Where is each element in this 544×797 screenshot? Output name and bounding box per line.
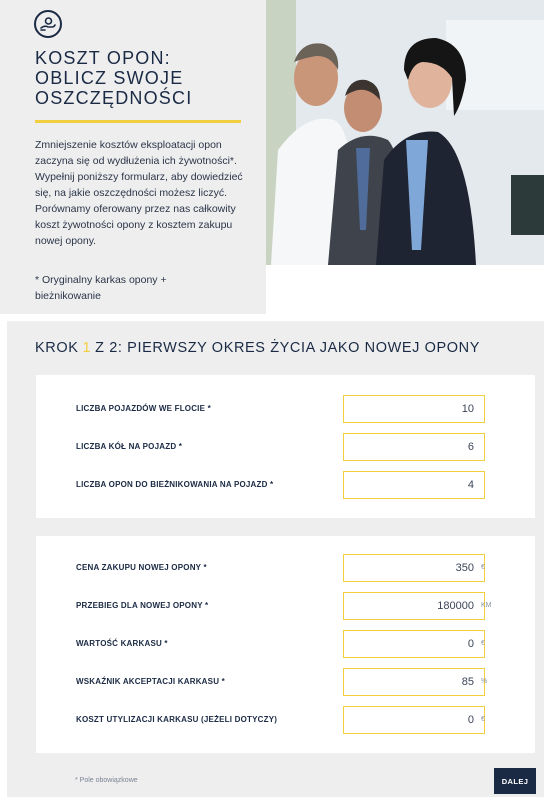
intro-footnote: * Oryginalny karkas opony + bieżnikowanie — [35, 274, 167, 302]
next-button[interactable]: DALEJ — [494, 768, 536, 794]
page-title — [35, 48, 255, 108]
field-label: WARTOŚĆ KARKASU * — [76, 639, 168, 648]
cost-card — [36, 536, 535, 753]
casing-disposal-cost-input[interactable] — [343, 706, 485, 734]
field-unit: € — [481, 640, 485, 647]
field-label: LICZBA POJAZDÓW WE FLOCIE * — [76, 404, 211, 413]
form-row — [36, 554, 535, 582]
tire-savings-icon — [34, 10, 62, 38]
title-underline — [35, 120, 241, 123]
step-title — [35, 340, 480, 356]
field-unit: % — [481, 678, 488, 685]
field-label: KOSZT UTYLIZACJI KARKASU (JEŻELI DOTYCZY) — [76, 715, 278, 724]
casing-value-input[interactable] — [343, 630, 485, 658]
field-unit: € — [481, 564, 485, 571]
required-note: * Pole obowiązkowe — [75, 777, 138, 784]
field-label: WSKAŹNIK AKCEPTACJI KARKASU * — [76, 677, 225, 686]
field-unit: KM — [481, 602, 492, 609]
field-label: PRZEBIEG DLA NOWEJ OPONY * — [76, 601, 209, 610]
title-line-2: OBLICZ SWOJE — [35, 68, 184, 88]
step-prefix: KROK — [35, 340, 79, 356]
form-row — [36, 471, 535, 499]
calculator-form — [7, 321, 544, 797]
field-label: CENA ZAKUPU NOWEJ OPONY * — [76, 563, 207, 572]
intro-description: Zmniejszenie kosztów eksploatacji opon zaczyna się od wydłużenia ich żywotności*. Wypełnij poniższy formularz, aby dowiedzieć się, na jakie oszczędności możesz liczyć. Porównamy oferowany przez nas całkowity koszt żywotności opony z kosztem zakupu nowej opony. — [35, 139, 243, 247]
step-suffix: Z 2: PIERWSZY OKRES ŻYCIA JAKO NOWEJ OPONY — [95, 340, 480, 356]
retread-tires-per-vehicle-input[interactable] — [343, 471, 485, 499]
intro-panel — [0, 0, 266, 314]
fleet-card — [36, 375, 535, 518]
casing-acceptance-rate-input[interactable] — [343, 668, 488, 696]
form-row — [36, 592, 535, 620]
vehicles-in-fleet-input[interactable] — [343, 395, 485, 423]
title-line-1: KOSZT OPON: — [35, 48, 171, 68]
step-number: 1 — [82, 340, 92, 356]
form-row — [36, 433, 535, 461]
field-unit: € — [481, 716, 485, 723]
form-row — [36, 706, 535, 734]
title-line-3: OSZCZĘDNOŚCI — [35, 88, 193, 108]
field-label: LICZBA OPON DO BIEŻNIKOWANIA NA POJAZD * — [76, 480, 274, 489]
form-row — [36, 395, 535, 423]
form-row — [36, 668, 535, 696]
form-row — [36, 630, 535, 658]
new-tire-price-input[interactable] — [343, 554, 485, 582]
wheels-per-vehicle-input[interactable] — [343, 433, 485, 461]
photo-spacer — [266, 265, 544, 314]
field-label: LICZBA KÓŁ NA POJAZD * — [76, 442, 183, 451]
new-tire-mileage-input[interactable] — [343, 592, 485, 620]
hero-photo — [266, 0, 544, 265]
